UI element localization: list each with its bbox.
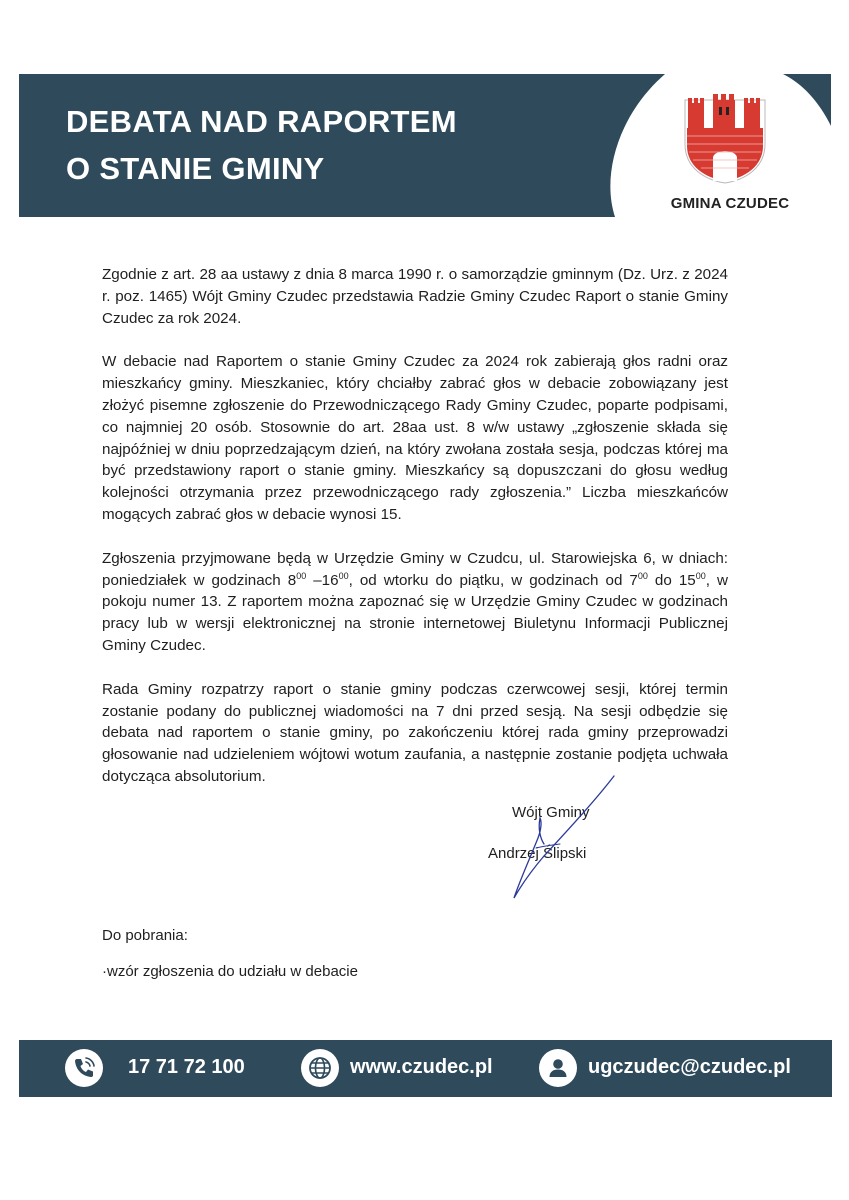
globe-icon xyxy=(301,1049,339,1087)
downloads-label: Do pobrania: xyxy=(102,927,188,944)
footer-website[interactable]: www.czudec.pl xyxy=(350,1056,493,1078)
signatory-name: Andrzej Ślipski xyxy=(488,845,587,862)
paragraph-text: , w pokoju numer 13. Z raportem można zapoznać się w Urzędzie Gminy Czudec w godzinach pracy lub w wersji elektronicznej na stronie internetowej Biuletynu Informacji Publicznej Gminy Czudec. xyxy=(102,571,728,654)
hour-superscript: 00 xyxy=(637,570,648,581)
signatory-role: Wójt Gminy xyxy=(512,804,590,821)
paragraph-session: Rada Gminy rozpatrzy raport o stanie gminy podczas czerwcowej sesji, której termin zostanie podany do publicznej wiadomości na 7 dni przed sesją. Na sesji odbędzie się debata nad raportem o stanie gminy, po zakończeniu której rada gminy przeprowadzi głosowanie nad udzieleniem wójtowi wotum zaufania, a następnie zostanie podjęta uchwała dotycząca absolutorium. xyxy=(102,680,728,785)
hour-superscript: 00 xyxy=(296,570,307,581)
title-line-1: DEBATA NAD RAPORTEM xyxy=(66,104,457,139)
gmina-name: GMINA CZUDEC xyxy=(670,195,790,212)
download-link-form[interactable]: ·wzór zgłoszenia do udziału w debacie xyxy=(102,963,358,980)
paragraph-debate-rules: W debacie nad Raportem o stanie Gminy Czudec za 2024 rok zabierają głos radni oraz mieszkańcy gminy. Mieszkaniec, który chciałby zabrać głos w debacie zobowiązany jest złożyć pisemne zgłoszenie do Przewodniczącego Rady Gminy Czudec, poparte podpisami, co najmniej 20 osób. Stosownie do art. 28aa ust. 8 w/w ustawy „zgłoszenie składa się najpóźniej w dniu poprzedzającym dzień, na który zwołana została sesja, podczas której ma być przedstawiony raport o stanie gminy. Mieszkańcy są dopuszczani do głosu według kolejności otrzymania przez przewodniczącego rady zgłoszenia.” Liczba mieszkańców mogących zabrać głos w debacie wynosi 15. xyxy=(102,353,728,523)
footer-email[interactable]: ugczudec@czudec.pl xyxy=(588,1056,791,1078)
user-icon xyxy=(539,1049,577,1087)
hour-superscript: 00 xyxy=(695,570,706,581)
title-line-2: O STANIE GMINY xyxy=(66,151,325,186)
announcement-body xyxy=(102,264,728,810)
page-title xyxy=(66,98,457,192)
phone-icon xyxy=(65,1049,103,1087)
paragraph-text: do 15 xyxy=(647,571,696,589)
paragraph-submissions xyxy=(102,548,728,657)
handwritten-signature xyxy=(508,772,618,907)
paragraph-text: –16 xyxy=(306,571,339,589)
paragraph-text: , od wtorku do piątku, w godzinach od 7 xyxy=(348,571,638,589)
paragraph-legal-basis: Zgodnie z art. 28 aa ustawy z dnia 8 marca 1990 r. o samorządzie gminnym (Dz. Urz. z 2024 r. poz. 1465) Wójt Gminy Czudec przedstawia Radzie Gminy Czudec Raport o stanie Gminy Czudec za rok 2024. xyxy=(102,266,728,327)
paragraph-text: Zgłoszenia przyjmowane będą w Urzędzie Gminy w Czudcu, ul. Starowiejska 6, w dniach: poniedziałek w godzinach 8 xyxy=(102,549,728,589)
coat-of-arms-logo xyxy=(683,92,767,184)
contact-footer xyxy=(19,1040,832,1097)
footer-phone[interactable]: 17 71 72 100 xyxy=(128,1056,245,1078)
hour-superscript: 00 xyxy=(338,570,349,581)
